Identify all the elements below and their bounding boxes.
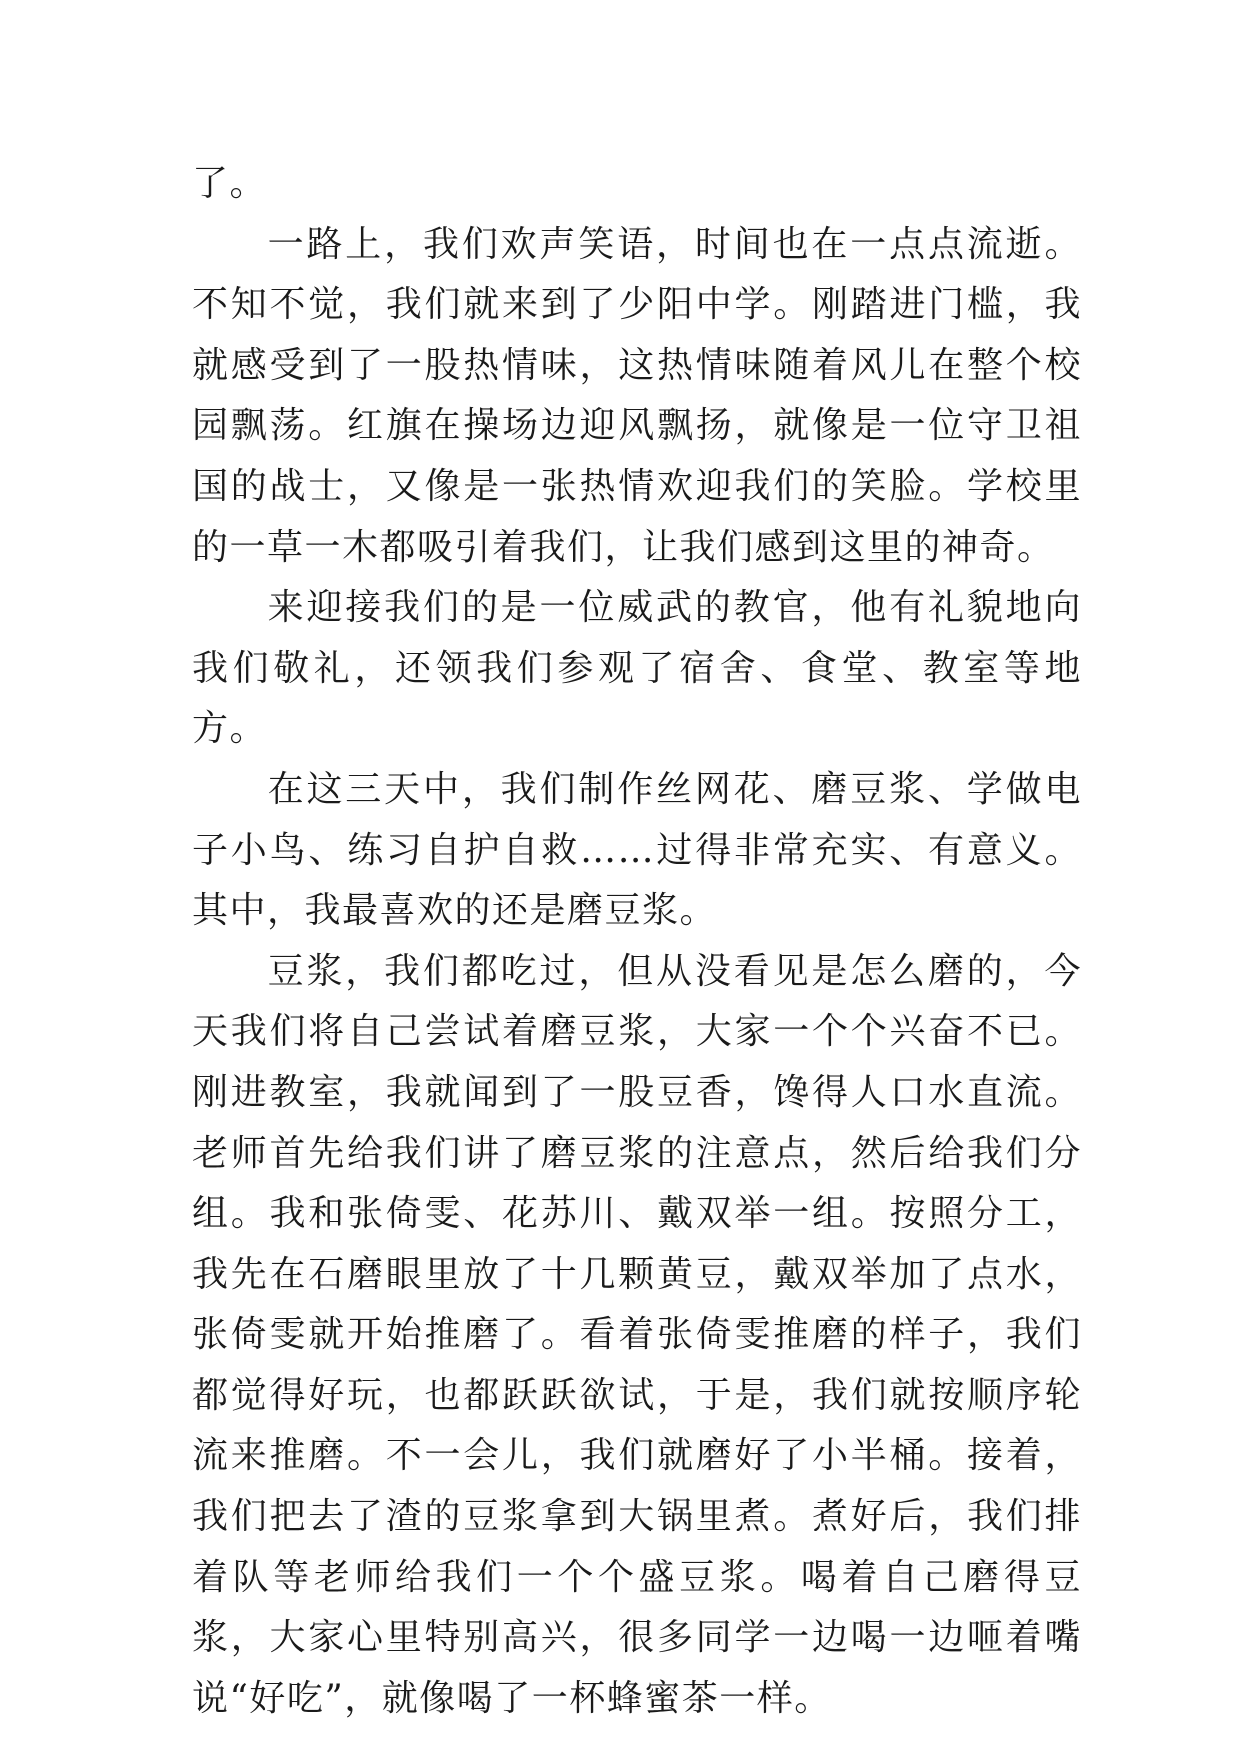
paragraph-1: 了。 [192, 163, 268, 204]
paragraph-5: 豆浆，我们都吃过，但从没看见是怎么磨的，今天我们将自己尝试着磨豆浆，大家一个个兴奋不已。刚进教室，我就闻到了一股豆香，馋得人口水直流。老师首先给我们讲了磨豆浆的注意点，然后给我们分组。我和张倚雯、花苏川、戴双举一组。按照分工，我先在石磨眼里放了十几颗黄豆，戴双举加了点水，张倚雯就开始推磨了。看着张倚雯推磨的样子，我们都觉得好玩，也都跃跃欲试，于是，我们就按顺序轮流来推磨。不一会儿，我们就磨好了小半桶。接着，我们把去了渣的豆浆拿到大锅里煮。煮好后，我们排着队等老师给我们一个个盛豆浆。喝着自己磨得豆浆，大家心里特别高兴，很多同学一边喝一边咂着嘴说“好吃”，就像喝了一杯蜂蜜茶一样。 [192, 950, 1082, 1719]
paragraph-3: 来迎接我们的是一位威武的教官，他有礼貌地向我们敬礼，还领我们参观了宿舍、食堂、教室等地方。 [192, 587, 1082, 750]
body-text [192, 154, 1082, 1729]
paragraph-2: 一路上，我们欢声笑语，时间也在一点点流逝。不知不觉，我们就来到了少阳中学。刚踏进门槛，我就感受到了一股热情味，这热情味随着风儿在整个校园飘荡。红旗在操场边迎风飘扬，就像是一位守卫祖国的战士，又像是一张热情欢迎我们的笑脸。学校里的一草一木都吸引着我们，让我们感到这里的神奇。 [192, 223, 1082, 568]
paragraph-4: 在这三天中，我们制作丝网花、磨豆浆、学做电子小鸟、练习自护自救……过得非常充实、有意义。其中，我最喜欢的还是磨豆浆。 [192, 768, 1082, 932]
